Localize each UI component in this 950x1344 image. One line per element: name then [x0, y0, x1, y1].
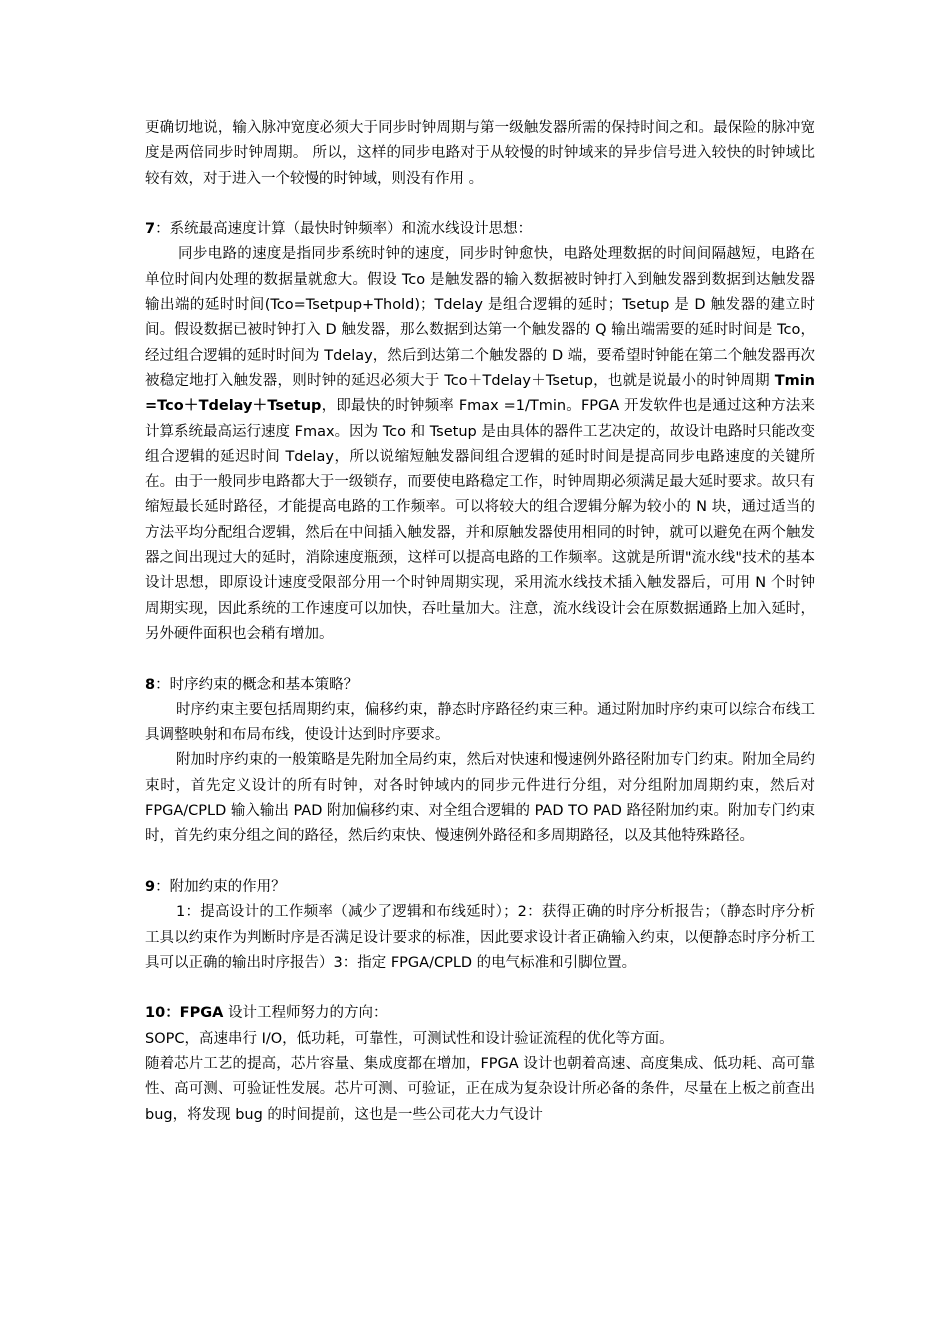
section-10-paragraph-2: 随着芯片工艺的提高，芯片容量、集成度都在增加，FPGA 设计也朝着高速、高度集成、低功耗、高可靠性、高可测、可验证性发展。芯片可测、可验证，正在成为复杂设计所必备的条件，尽量在上板之前查出 bug，将发现 bug 的时间提前，这也是一些公司花大力气设计 — [145, 1055, 815, 1123]
paragraph-text: 同步电路的速度是指同步系统时钟的速度，同步时钟愈快，电路处理数据的时间间隔越短，电路在单位时间内处理的数据量就愈大。假设 Tco 是触发器的输入数据被时钟打入到触发器到数据到达触发器输出端的延时时间(Tco=Tsetpup+Thold)；Tdelay 是组合逻辑的延时；Tsetup 是 D 触发器的建立时间。假设数据已被时钟打入 D 触发器，那么数据到达第一个触发器的 Q 输出端需要的延时时间是 Tco，经过组合逻辑的延时时间为 Tdelay，然后到达第二个触发器的 D 端，要希望时钟能在第二个触发器再次被稳定地打入触发器，则时钟的延迟必须大于 Tco＋Tdelay＋Tsetup，也就是说最小的时钟周期 — [145, 246, 815, 389]
spacer — [145, 192, 815, 217]
paragraph-text-continued: ，即最快的时钟频率 Fmax =1/Tmin。FPGA 开发软件也是通过这种方法来计算系统最高运行速度 Fmax。因为 Tco 和 Tsetup 是由具体的器件工艺决定的，故设计电路时只能改变组合逻辑的延迟时间 Tdelay，所以说缩短触发器间组合逻辑的延时时间是提高同步电路速度的关键所在。由于一般同步电路都大于一级锁存，而要使电路稳定工作，时钟周期必须满足最大延时要求。故只有缩短最长延时路径，才能提高电路的工作频率。可以将较大的组合逻辑分解为较小的 N 块，通过适当的方法平均分配组合逻辑，然后在中间插入触发器，并和原触发器使用相同的时钟，就可以避免在两个触发器之间出现过大的延时，消除速度瓶颈，这样可以提高电路的工作频率。这就是所谓"流水线"技术的基本设计思想，即原设计速度受限部分用一个时钟周期实现，采用流水线技术插入触发器后，可用 N 个时钟周期实现，因此系统的工作速度可以加快，吞吐量加大。注意，流水线设计会在原数据通路上加入延时，另外硬件面积也会稍有增加。 — [145, 398, 815, 642]
section-title: ：附加约束的作用？ — [155, 878, 286, 895]
document-page — [145, 116, 815, 1128]
section-8-paragraph-2: 附加时序约束的一般策略是先附加全局约束，然后对快速和慢速例外路径附加专门约束。附加全局约束时，首先定义设计的所有时钟，对各时钟域内的同步元件进行分组，对分组附加周期约束，然后对 FPGA/CPLD 输入输出 PAD 附加偏移约束、对全组合逻辑的 PAD TO PAD 路径附加约束。附加专门约束时，首先约束分组之间的路径，然后约束快、慢速例外路径和多周期路径，以及其他特殊路径。 — [145, 752, 815, 845]
section-8-heading — [145, 673, 815, 698]
section-number: 9 — [145, 878, 156, 895]
section-title: ：系统最高速度计算（最快时钟频率）和流水线设计思想： — [155, 221, 533, 238]
section-9-heading — [145, 875, 815, 900]
section-10-heading — [145, 1001, 815, 1026]
spacer — [145, 647, 815, 672]
spacer — [145, 850, 815, 875]
section-number: 7 — [145, 221, 156, 238]
intro-paragraph: 更确切地说，输入脉冲宽度必须大于同步时钟周期与第一级触发器所需的保持时间之和。最保险的脉冲宽度是两倍同步时钟周期。 所以，这样的同步电路对于从较慢的时钟域来的异步信号进入较快的时钟域比较有效，对于进入一个较慢的时钟域，则没有作用 。 — [145, 120, 815, 187]
section-title: ：时序约束的概念和基本策略？ — [155, 676, 359, 693]
section-7-heading — [145, 217, 815, 242]
section-10-paragraph-1: SOPC，高速串行 I/O，低功耗，可靠性，可测试性和设计验证流程的优化等方面。 — [145, 1030, 674, 1047]
spacer — [145, 976, 815, 1001]
section-7-paragraph — [145, 242, 815, 647]
section-number: 8 — [145, 676, 156, 693]
section-8-paragraph-1: 时序约束主要包括周期约束，偏移约束，静态时序路径约束三种。通过附加时序约束可以综合布线工具调整映射和布局布线，使设计达到时序要求。 — [145, 701, 815, 744]
section-title: 设计工程师努力的方向： — [223, 1005, 388, 1022]
section-title-bold: ：FPGA — [165, 1005, 224, 1022]
formula-tmin: Tmin =Tco＋Tdelay＋Tsetup — [145, 372, 815, 415]
section-9-paragraph: 1：提高设计的工作频率（减少了逻辑和布线延时）；2：获得正确的时序分析报告；（静态时序分析工具以约束作为判断时序是否满足设计要求的标准，因此要求设计者正确输入约束，以便静态时序分析工具可以正确的输出时序报告）3：指定 FPGA/CPLD 的电气标准和引脚位置。 — [145, 904, 815, 971]
section-number: 10 — [145, 1005, 166, 1022]
